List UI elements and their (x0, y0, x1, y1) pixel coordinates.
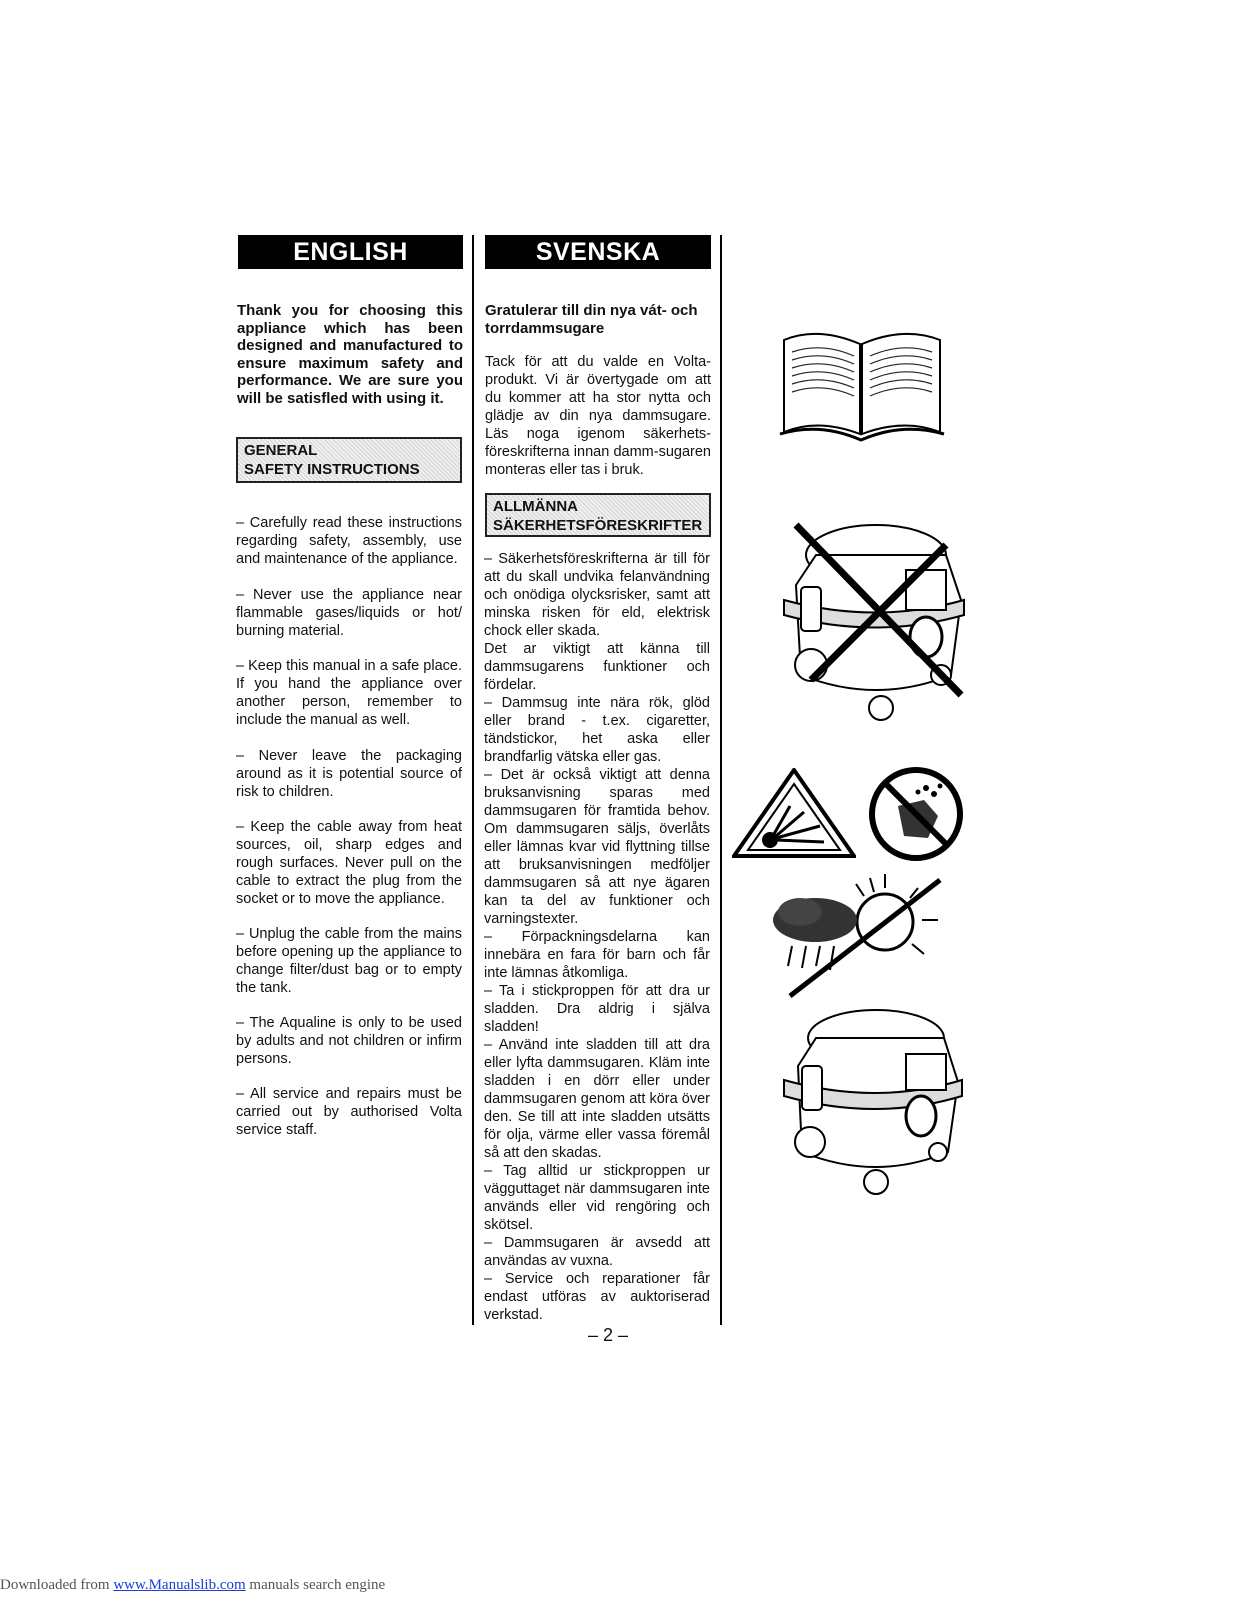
footer-prefix: Downloaded from (0, 1577, 114, 1593)
page-number: – 2 – (588, 1325, 629, 1345)
manualslib-link[interactable]: www.Manualslib.com (113, 1577, 246, 1593)
svenska-paragraph: – Säkerhetsföreskrifterna är till för att du skall undvika felanvändning och onödiga olycksrisker, samt att minska risken för eld, elektrisk chock eller skada. (484, 551, 710, 639)
svenska-paragraph: – Ta i stickproppen för att dra ur sladden. Dra aldrig i själva sladden! (484, 983, 710, 1035)
no-hot-material-icon (776, 515, 966, 725)
english-section-title (236, 437, 462, 483)
svenska-paragraph: Det ar viktigt att känna till dammsugarens funktioner och fördelar. (484, 641, 710, 693)
english-paragraph: – Unplug the cable from the mains before opening up the appliance to change filter/dust bag or to empty the tank. (236, 926, 462, 996)
svenska-paragraph: – Dammsugaren är avsedd att användas av vuxna. (484, 1235, 710, 1269)
column-divider-left (472, 235, 474, 1325)
english-section-line1: GENERAL (244, 442, 318, 459)
column-divider-right (720, 235, 722, 1325)
english-intro: Thank you for choosing this appliance which has been designed and manufactured to ensure maximum safety and performance. We are sure you will be satisfled with using it. (237, 302, 463, 407)
english-section-line2: SAFETY INSTRUCTIONS (244, 461, 420, 478)
svenska-paragraph: – Använd inte sladden till att dra eller lyfta dammsugaren. Kläm inte sladden i en dörr eller under dammsugaren genom att köra över den. Se till att inte sladden utsätts för olja, värme eller vassa föremål så att den skadas. (484, 1037, 710, 1161)
svenska-section-line2: SÄKERHETSFÖRESKRIFTER (493, 517, 703, 534)
english-paragraph: – The Aqualine is only to be used by adults and not children or infirm persons. (236, 1015, 462, 1067)
svenska-paragraph: – Dammsug inte nära rök, glöd eller brand - t.ex. cigaretter, tändstickor, het aska eller brandfarlig vätska eller gas. (484, 695, 710, 765)
svenska-heading: SVENSKA (485, 235, 711, 269)
english-paragraph: – Never use the appliance near flammable gases/liquids or hot/ burning material. (236, 587, 462, 639)
svenska-paragraph: – Tag alltid ur stickproppen ur vägguttaget när dammsugaren inte används eller vid rengöring och skötsel. (484, 1163, 710, 1233)
footer (0, 1577, 385, 1594)
open-book-icon (778, 322, 946, 442)
english-paragraph: – All service and repairs must be carried out by authorised Volta service staff. (236, 1086, 462, 1138)
english-paragraph: – Never leave the packaging around as it is potential source of risk to children. (236, 748, 462, 800)
svenska-paragraph: – Förpackningsdelarna kan innebära en fara för barn och får inte lämnas åtkomliga. (484, 929, 710, 981)
svenska-section-title (485, 493, 711, 537)
english-heading: ENGLISH (238, 235, 463, 269)
footer-suffix: manuals search engine (245, 1577, 386, 1593)
english-paragraph: – Keep this manual in a safe place. If you hand the appliance over another person, remember to include the manual as well. (236, 658, 462, 728)
no-wet-hands-icon (868, 766, 964, 862)
no-weather-exposure-icon (770, 870, 950, 1000)
explosion-warning-icon (732, 768, 856, 858)
svenska-section-line1: ALLMÄNNA (493, 498, 578, 515)
svenska-paragraph: – Service och reparationer får endast utföras av auktoriserad verkstad. (484, 1271, 710, 1323)
svenska-intro-title: Gratulerar till din nya vát- och torrdammsugare (485, 302, 698, 337)
svenska-intro-text: Tack för att du valde en Volta-produkt. Vi är övertygade om att du kommer att ha stor nytta och glädje av din nya dammsugare. Läs noga igenom säkerhets-föreskrifterna innan damm-sugaren monteras eller tas i bruk. (485, 354, 711, 478)
svenska-paragraph: – Det är också viktigt att denna bruksanvisning sparas med dammsugaren för framtida behov. Om dammsugaren säljs, överlåts eller lämnas kvar vid flyttning tillse att bruksanvisningen medföljer dammsugaren så att nye ägaren kan ta del av funktioner och varningstexter. (484, 767, 710, 927)
english-paragraph: – Carefully read these instructions regarding safety, assembly, use and maintenance of the appliance. (236, 515, 462, 567)
svenska-body (484, 550, 710, 1324)
vacuum-cleaner-icon (776, 1002, 966, 1202)
english-paragraph: – Keep the cable away from heat sources, oil, sharp edges and rough surfaces. Never pull on the cable to extract the plug from the socket or to move the appliance. (236, 819, 462, 907)
